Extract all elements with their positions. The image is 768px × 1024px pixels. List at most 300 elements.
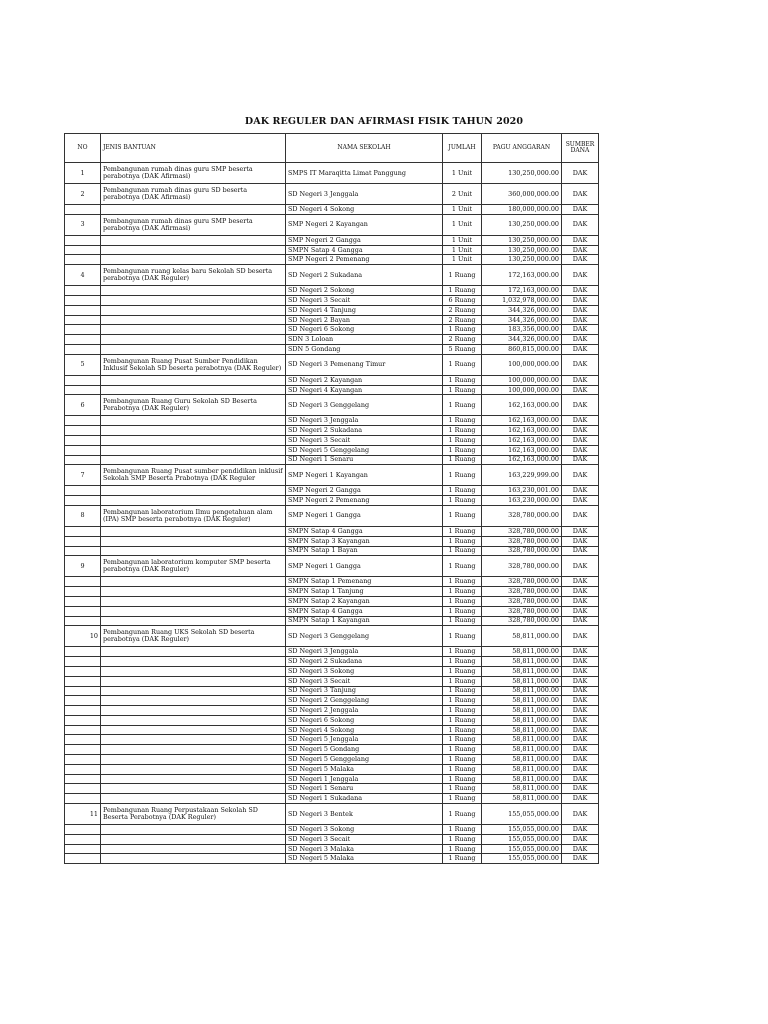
row-number-empty [65, 596, 101, 606]
table-row [65, 455, 599, 465]
table-row [65, 804, 599, 825]
nama-sekolah-cell: SMP Negeri 1 Gangga [286, 505, 443, 526]
sumber-dana-cell: DAK [562, 536, 599, 546]
pagu-anggaran-cell: 328,780,000.00 [482, 526, 562, 536]
jenis-bantuan-empty [101, 647, 286, 657]
jumlah-cell: 2 Ruang [443, 305, 482, 315]
pagu-anggaran-cell: 130,250,000.00 [482, 163, 562, 184]
row-number-empty [65, 335, 101, 345]
pagu-anggaran-cell: 328,780,000.00 [482, 546, 562, 556]
jenis-bantuan-empty [101, 325, 286, 335]
pagu-anggaran-cell: 58,811,000.00 [482, 706, 562, 716]
jumlah-cell: 1 Ruang [443, 686, 482, 696]
sumber-dana-cell: DAK [562, 606, 599, 616]
sumber-dana-cell: DAK [562, 416, 599, 426]
nama-sekolah-cell: SD Negeri 3 Secait [286, 834, 443, 844]
jenis-bantuan-empty [101, 286, 286, 296]
pagu-anggaran-cell: 180,000,000.00 [482, 205, 562, 215]
jenis-bantuan-empty [101, 577, 286, 587]
jenis-bantuan-empty [101, 235, 286, 245]
table-body [65, 163, 599, 864]
pagu-anggaran-cell: 162,163,000.00 [482, 445, 562, 455]
sumber-dana-cell: DAK [562, 265, 599, 286]
table-row [65, 577, 599, 587]
pagu-anggaran-cell: 58,811,000.00 [482, 696, 562, 706]
pagu-anggaran-cell: 162,163,000.00 [482, 395, 562, 416]
sumber-dana-cell: DAK [562, 755, 599, 765]
nama-sekolah-cell: SD Negeri 3 Sokong [286, 666, 443, 676]
sumber-dana-cell: DAK [562, 784, 599, 794]
table-row [65, 774, 599, 784]
jumlah-cell: 1 Ruang [443, 794, 482, 804]
jenis-bantuan-empty [101, 686, 286, 696]
sumber-dana-cell: DAK [562, 715, 599, 725]
table-row [65, 184, 599, 205]
row-number-empty [65, 536, 101, 546]
nama-sekolah-cell: SD Negeri 2 Sokong [286, 286, 443, 296]
header-nama-sekolah: NAMA SEKOLAH [286, 134, 443, 163]
table-row [65, 536, 599, 546]
nama-sekolah-cell: SD Negeri 5 Jenggala [286, 735, 443, 745]
jumlah-cell: 1 Ruang [443, 354, 482, 375]
nama-sekolah-cell: SD Negeri 3 Jenggala [286, 647, 443, 657]
row-number-empty [65, 416, 101, 426]
table-row [65, 205, 599, 215]
nama-sekolah-cell: SD Negeri 5 Malaka [286, 764, 443, 774]
sumber-dana-cell: DAK [562, 305, 599, 315]
table-row [65, 616, 599, 626]
sumber-dana-cell: DAK [562, 647, 599, 657]
table-row [65, 486, 599, 496]
row-number-empty [65, 784, 101, 794]
jumlah-cell: 1 Ruang [443, 844, 482, 854]
jumlah-cell: 1 Unit [443, 163, 482, 184]
table-row [65, 354, 599, 375]
jumlah-cell: 1 Ruang [443, 496, 482, 506]
row-number-empty [65, 375, 101, 385]
jenis-bantuan-empty [101, 745, 286, 755]
row-number-empty [65, 735, 101, 745]
sumber-dana-cell: DAK [562, 616, 599, 626]
pagu-anggaran-cell: 58,811,000.00 [482, 686, 562, 696]
sumber-dana-cell: DAK [562, 794, 599, 804]
jenis-bantuan-cell: Pembangunan Ruang Guru Sekolah SD Beserta Perabotnya (DAK Reguler) [101, 395, 286, 416]
nama-sekolah-cell: SD Negeri 3 Malaka [286, 844, 443, 854]
nama-sekolah-cell: SD Negeri 3 Bentek [286, 804, 443, 825]
allocation-table [64, 133, 599, 864]
jenis-bantuan-empty [101, 676, 286, 686]
pagu-anggaran-cell: 344,326,000.00 [482, 305, 562, 315]
jenis-bantuan-empty [101, 696, 286, 706]
jumlah-cell: 6 Ruang [443, 295, 482, 305]
sumber-dana-cell: DAK [562, 596, 599, 606]
jenis-bantuan-cell: Pembangunan Ruang Perpustakaan Sekolah SD Beserta Perabotnya (DAK Reguler) [101, 804, 286, 825]
sumber-dana-cell: DAK [562, 435, 599, 445]
header-jumlah: JUMLAH [443, 134, 482, 163]
row-number-empty [65, 844, 101, 854]
nama-sekolah-cell: SD Negeri 5 Gondang [286, 745, 443, 755]
jenis-bantuan-empty [101, 825, 286, 835]
sumber-dana-cell: DAK [562, 205, 599, 215]
table-row [65, 315, 599, 325]
jenis-bantuan-empty [101, 616, 286, 626]
row-number-empty [65, 445, 101, 455]
sumber-dana-cell: DAK [562, 686, 599, 696]
jumlah-cell: 1 Ruang [443, 735, 482, 745]
pagu-anggaran-cell: 58,811,000.00 [482, 774, 562, 784]
pagu-anggaran-cell: 58,811,000.00 [482, 735, 562, 745]
nama-sekolah-cell: SD Negeri 3 Tanjung [286, 686, 443, 696]
table-row [65, 844, 599, 854]
row-number: 1 [65, 163, 101, 184]
jenis-bantuan-cell: Pembangunan Ruang UKS Sekolah SD beserta perabotnya (DAK Reguler) [101, 626, 286, 647]
nama-sekolah-cell: SMP Negeri 2 Pemenang [286, 496, 443, 506]
jenis-bantuan-empty [101, 455, 286, 465]
sumber-dana-cell: DAK [562, 375, 599, 385]
row-number-empty [65, 686, 101, 696]
jenis-bantuan-empty [101, 725, 286, 735]
jumlah-cell: 1 Ruang [443, 426, 482, 436]
jenis-bantuan-empty [101, 205, 286, 215]
table-row [65, 465, 599, 486]
jumlah-cell: 1 Ruang [443, 526, 482, 536]
jumlah-cell: 1 Ruang [443, 764, 482, 774]
sumber-dana-cell: DAK [562, 445, 599, 455]
jumlah-cell: 2 Ruang [443, 315, 482, 325]
pagu-anggaran-cell: 58,811,000.00 [482, 666, 562, 676]
jenis-bantuan-empty [101, 435, 286, 445]
table-row [65, 794, 599, 804]
jumlah-cell: 1 Ruang [443, 784, 482, 794]
pagu-anggaran-cell: 860,815,000.00 [482, 344, 562, 354]
nama-sekolah-cell: SDN 5 Gondang [286, 344, 443, 354]
header-no: NO [65, 134, 101, 163]
row-number-empty [65, 666, 101, 676]
jumlah-cell: 1 Ruang [443, 755, 482, 765]
table-row [65, 696, 599, 706]
nama-sekolah-cell: SMPN Satap 1 Kayangan [286, 616, 443, 626]
pagu-anggaran-cell: 163,229,999.00 [482, 465, 562, 486]
nama-sekolah-cell: SD Negeri 6 Sokong [286, 325, 443, 335]
pagu-anggaran-cell: 328,780,000.00 [482, 616, 562, 626]
row-number: 8 [65, 505, 101, 526]
nama-sekolah-cell: SD Negeri 4 Sokong [286, 205, 443, 215]
table-row [65, 725, 599, 735]
row-number-empty [65, 385, 101, 395]
header-jenis-bantuan: JENIS BANTUAN [101, 134, 286, 163]
sumber-dana-cell: DAK [562, 764, 599, 774]
jenis-bantuan-empty [101, 854, 286, 864]
pagu-anggaran-cell: 58,811,000.00 [482, 745, 562, 755]
sumber-dana-cell: DAK [562, 577, 599, 587]
pagu-anggaran-cell: 172,163,000.00 [482, 286, 562, 296]
row-number: 6 [65, 395, 101, 416]
jenis-bantuan-empty [101, 335, 286, 345]
nama-sekolah-cell: SD Negeri 2 Sukadana [286, 657, 443, 667]
table-row [65, 834, 599, 844]
row-number-empty [65, 286, 101, 296]
table-row [65, 426, 599, 436]
nama-sekolah-cell: SD Negeri 3 Sokong [286, 825, 443, 835]
row-number-empty [65, 706, 101, 716]
jenis-bantuan-empty [101, 315, 286, 325]
jenis-bantuan-empty [101, 755, 286, 765]
pagu-anggaran-cell: 58,811,000.00 [482, 647, 562, 657]
jenis-bantuan-empty [101, 666, 286, 676]
jumlah-cell: 1 Ruang [443, 286, 482, 296]
table-row [65, 235, 599, 245]
table-row [65, 706, 599, 716]
pagu-anggaran-cell: 58,811,000.00 [482, 725, 562, 735]
jenis-bantuan-empty [101, 606, 286, 616]
pagu-anggaran-cell: 58,811,000.00 [482, 764, 562, 774]
row-number-empty [65, 715, 101, 725]
sumber-dana-cell: DAK [562, 344, 599, 354]
jenis-bantuan-empty [101, 764, 286, 774]
nama-sekolah-cell: SD Negeri 1 Jenggala [286, 774, 443, 784]
row-number: 7 [65, 465, 101, 486]
pagu-anggaran-cell: 328,780,000.00 [482, 606, 562, 616]
jenis-bantuan-empty [101, 305, 286, 315]
row-number: 5 [65, 354, 101, 375]
row-number-empty [65, 245, 101, 255]
sumber-dana-cell: DAK [562, 774, 599, 784]
table-row [65, 715, 599, 725]
jenis-bantuan-cell: Pembangunan ruang kelas baru Sekolah SD beserta perabotnya (DAK Reguler) [101, 265, 286, 286]
row-number-empty [65, 834, 101, 844]
pagu-anggaran-cell: 344,326,000.00 [482, 335, 562, 345]
jumlah-cell: 2 Ruang [443, 335, 482, 345]
pagu-anggaran-cell: 172,163,000.00 [482, 265, 562, 286]
nama-sekolah-cell: SD Negeri 2 Genggelang [286, 696, 443, 706]
row-number: 10 [65, 626, 101, 647]
nama-sekolah-cell: SMPN Satap 3 Kayangan [286, 536, 443, 546]
row-number-empty [65, 325, 101, 335]
pagu-anggaran-cell: 100,000,000.00 [482, 385, 562, 395]
sumber-dana-cell: DAK [562, 735, 599, 745]
table-row [65, 676, 599, 686]
row-number-empty [65, 764, 101, 774]
jumlah-cell: 1 Ruang [443, 834, 482, 844]
jumlah-cell: 1 Unit [443, 214, 482, 235]
sumber-dana-cell: DAK [562, 676, 599, 686]
pagu-anggaran-cell: 130,250,000.00 [482, 214, 562, 235]
jenis-bantuan-cell: Pembangunan Ruang Pusat Sumber Pendidikan Inklusif Sekolah SD beserta perabotnya (DAK Reguler) [101, 354, 286, 375]
jumlah-cell: 1 Ruang [443, 486, 482, 496]
sumber-dana-cell: DAK [562, 804, 599, 825]
jenis-bantuan-empty [101, 844, 286, 854]
nama-sekolah-cell: SD Negeri 2 Sukadana [286, 426, 443, 436]
sumber-dana-cell: DAK [562, 844, 599, 854]
nama-sekolah-cell: SD Negeri 2 Jenggala [286, 706, 443, 716]
table-row [65, 344, 599, 354]
pagu-anggaran-cell: 58,811,000.00 [482, 715, 562, 725]
table-row [65, 286, 599, 296]
nama-sekolah-cell: SMP Negeri 2 Gangga [286, 486, 443, 496]
pagu-anggaran-cell: 100,000,000.00 [482, 354, 562, 375]
row-number-empty [65, 435, 101, 445]
nama-sekolah-cell: SD Negeri 4 Sokong [286, 725, 443, 735]
sumber-dana-cell: DAK [562, 163, 599, 184]
jumlah-cell: 1 Ruang [443, 657, 482, 667]
nama-sekolah-cell: SMPN Satap 1 Bayan [286, 546, 443, 556]
table-row [65, 784, 599, 794]
row-number-empty [65, 546, 101, 556]
sumber-dana-cell: DAK [562, 255, 599, 265]
table-row [65, 647, 599, 657]
jenis-bantuan-empty [101, 715, 286, 725]
nama-sekolah-cell: SD Negeri 2 Sukadana [286, 265, 443, 286]
jenis-bantuan-cell: Pembangunan laboratorium komputer SMP beserta perabotnya (DAK Reguler) [101, 556, 286, 577]
nama-sekolah-cell: SD Negeri 4 Kayangan [286, 385, 443, 395]
jumlah-cell: 1 Ruang [443, 556, 482, 577]
sumber-dana-cell: DAK [562, 745, 599, 755]
nama-sekolah-cell: SD Negeri 3 Pemenang Timur [286, 354, 443, 375]
pagu-anggaran-cell: 1,032,978,000.00 [482, 295, 562, 305]
jumlah-cell: 1 Ruang [443, 325, 482, 335]
table-row [65, 735, 599, 745]
sumber-dana-cell: DAK [562, 587, 599, 597]
table-row [65, 854, 599, 864]
row-number-empty [65, 344, 101, 354]
nama-sekolah-cell: SMPS IT Maraqitta Limat Panggung [286, 163, 443, 184]
jumlah-cell: 1 Ruang [443, 647, 482, 657]
jumlah-cell: 1 Ruang [443, 696, 482, 706]
sumber-dana-cell: DAK [562, 426, 599, 436]
table-row [65, 546, 599, 556]
jumlah-cell: 1 Ruang [443, 606, 482, 616]
table-row [65, 416, 599, 426]
jenis-bantuan-cell: Pembangunan rumah dinas guru SMP beserta perabotnya (DAK Afirmasi) [101, 163, 286, 184]
table-row [65, 526, 599, 536]
header-pagu-anggaran: PAGU ANGGARAN [482, 134, 562, 163]
table-row [65, 395, 599, 416]
jumlah-cell: 5 Ruang [443, 344, 482, 354]
pagu-anggaran-cell: 162,163,000.00 [482, 416, 562, 426]
pagu-anggaran-cell: 155,055,000.00 [482, 804, 562, 825]
jenis-bantuan-empty [101, 385, 286, 395]
jenis-bantuan-empty [101, 657, 286, 667]
nama-sekolah-cell: SD Negeri 3 Jenggala [286, 416, 443, 426]
jumlah-cell: 2 Unit [443, 184, 482, 205]
pagu-anggaran-cell: 162,163,000.00 [482, 426, 562, 436]
row-number-empty [65, 725, 101, 735]
pagu-anggaran-cell: 130,250,000.00 [482, 245, 562, 255]
row-number-empty [65, 696, 101, 706]
pagu-anggaran-cell: 58,811,000.00 [482, 657, 562, 667]
jumlah-cell: 1 Ruang [443, 587, 482, 597]
row-number-empty [65, 676, 101, 686]
jumlah-cell: 1 Ruang [443, 455, 482, 465]
row-number-empty [65, 426, 101, 436]
row-number-empty [65, 305, 101, 315]
jenis-bantuan-empty [101, 596, 286, 606]
nama-sekolah-cell: SDN 3 Loloan [286, 335, 443, 345]
jumlah-cell: 1 Ruang [443, 465, 482, 486]
nama-sekolah-cell: SMP Negeri 1 Kayangan [286, 465, 443, 486]
nama-sekolah-cell: SD Negeri 3 Jenggala [286, 184, 443, 205]
pagu-anggaran-cell: 328,780,000.00 [482, 587, 562, 597]
jenis-bantuan-empty [101, 375, 286, 385]
jumlah-cell: 1 Ruang [443, 596, 482, 606]
row-number-empty [65, 496, 101, 506]
sumber-dana-cell: DAK [562, 385, 599, 395]
jumlah-cell: 1 Ruang [443, 416, 482, 426]
row-number-empty [65, 587, 101, 597]
row-number-empty [65, 745, 101, 755]
jenis-bantuan-empty [101, 445, 286, 455]
row-number-empty [65, 255, 101, 265]
table-row [65, 435, 599, 445]
pagu-anggaran-cell: 58,811,000.00 [482, 755, 562, 765]
sumber-dana-cell: DAK [562, 496, 599, 506]
pagu-anggaran-cell: 130,250,000.00 [482, 235, 562, 245]
pagu-anggaran-cell: 58,811,000.00 [482, 794, 562, 804]
pagu-anggaran-cell: 155,055,000.00 [482, 825, 562, 835]
nama-sekolah-cell: SD Negeri 2 Bayan [286, 315, 443, 325]
table-row [65, 214, 599, 235]
table-row [65, 255, 599, 265]
nama-sekolah-cell: SD Negeri 3 Secait [286, 295, 443, 305]
nama-sekolah-cell: SD Negeri 5 Genggelang [286, 445, 443, 455]
sumber-dana-cell: DAK [562, 696, 599, 706]
jenis-bantuan-empty [101, 774, 286, 784]
jumlah-cell: 1 Unit [443, 245, 482, 255]
nama-sekolah-cell: SMP Negeri 2 Gangga [286, 235, 443, 245]
jenis-bantuan-empty [101, 784, 286, 794]
jumlah-cell: 1 Ruang [443, 745, 482, 755]
jenis-bantuan-cell: Pembangunan rumah dinas guru SMP beserta perabotnya (DAK Afirmasi) [101, 214, 286, 235]
table-row [65, 335, 599, 345]
nama-sekolah-cell: SMPN Satap 1 Tanjung [286, 587, 443, 597]
table-row [65, 445, 599, 455]
jumlah-cell: 1 Unit [443, 205, 482, 215]
pagu-anggaran-cell: 328,780,000.00 [482, 596, 562, 606]
row-number-empty [65, 794, 101, 804]
table-row [65, 496, 599, 506]
table-row [65, 556, 599, 577]
sumber-dana-cell: DAK [562, 325, 599, 335]
nama-sekolah-cell: SD Negeri 3 Secait [286, 676, 443, 686]
table-row [65, 606, 599, 616]
pagu-anggaran-cell: 162,163,000.00 [482, 435, 562, 445]
row-number-empty [65, 774, 101, 784]
table-row [65, 666, 599, 676]
sumber-dana-cell: DAK [562, 286, 599, 296]
sumber-dana-cell: DAK [562, 626, 599, 647]
pagu-anggaran-cell: 162,163,000.00 [482, 455, 562, 465]
jenis-bantuan-empty [101, 486, 286, 496]
jenis-bantuan-empty [101, 344, 286, 354]
nama-sekolah-cell: SMPN Satap 4 Gangga [286, 526, 443, 536]
sumber-dana-cell: DAK [562, 315, 599, 325]
row-number-empty [65, 526, 101, 536]
jenis-bantuan-empty [101, 416, 286, 426]
pagu-anggaran-cell: 155,055,000.00 [482, 834, 562, 844]
row-number: 3 [65, 214, 101, 235]
sumber-dana-cell: DAK [562, 295, 599, 305]
nama-sekolah-cell: SD Negeri 1 Senaru [286, 455, 443, 465]
row-number-empty [65, 825, 101, 835]
pagu-anggaran-cell: 100,000,000.00 [482, 375, 562, 385]
jenis-bantuan-empty [101, 587, 286, 597]
jumlah-cell: 1 Ruang [443, 385, 482, 395]
sumber-dana-cell: DAK [562, 184, 599, 205]
jumlah-cell: 1 Ruang [443, 825, 482, 835]
sumber-dana-cell: DAK [562, 706, 599, 716]
row-number-empty [65, 295, 101, 305]
jumlah-cell: 1 Ruang [443, 676, 482, 686]
